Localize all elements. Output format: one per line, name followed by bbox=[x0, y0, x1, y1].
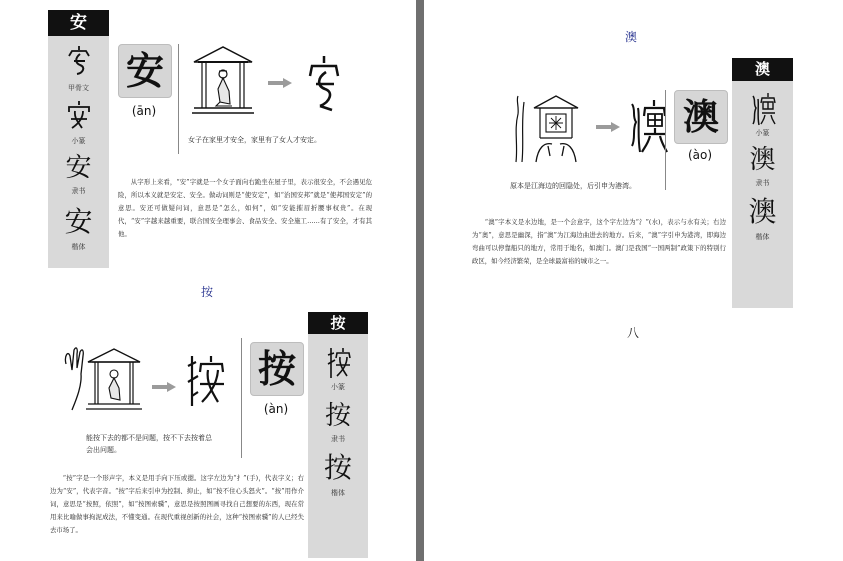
an-press-illustration bbox=[62, 346, 144, 412]
an-press-small-seal-glyph bbox=[327, 346, 351, 380]
an-ancient-glyph bbox=[306, 54, 342, 114]
an-big-char: 安 bbox=[118, 44, 172, 98]
an-paragraph: 从字形上来看，“安”字就是一个女子面向右跪坐在屋子里，表示很安全，不会遇见危险，所以本义就是安定、安全。做动词则是“使安定”，如“治国安邦”就是“使邦国安定”的意思。安还可做疑问词，意思是“怎么，如何”，如“安能摧眉折腰事权贵”。在现代，“安”字越来越重要，联合国安全理事会、食品安全、安全施工……有了安全，才有其他。 bbox=[118, 178, 372, 238]
an-press-title: 按 bbox=[201, 285, 214, 299]
ao-forms-strip bbox=[732, 58, 793, 308]
ao-clerical-glyph: 澳 bbox=[749, 145, 776, 175]
ao-strip-head: 澳 bbox=[732, 58, 793, 81]
an-press-form-label: 楷体 bbox=[331, 489, 345, 497]
right-arrow-icon bbox=[152, 382, 176, 392]
an-press-form-label: 小篆 bbox=[331, 383, 345, 391]
an-oracle-glyph bbox=[66, 44, 92, 82]
ao-harbor-illustration bbox=[512, 94, 586, 164]
an-press-form-label: 隶书 bbox=[331, 435, 345, 443]
an-press-pinyin: (àn) bbox=[263, 402, 289, 416]
an-strip-head: 安 bbox=[48, 10, 109, 36]
ao-form-label: 小篆 bbox=[755, 129, 770, 137]
an-form-label: 甲骨文 bbox=[68, 84, 89, 92]
an-house-woman-illustration bbox=[190, 44, 256, 116]
divider bbox=[241, 338, 242, 458]
ao-form-label: 楷体 bbox=[755, 233, 770, 241]
divider bbox=[178, 44, 179, 154]
ao-seal-glyph bbox=[628, 98, 668, 156]
an-press-caption: 能按下去的都不是问题，按不下去按着总会出问题。 bbox=[86, 434, 212, 454]
divider bbox=[665, 90, 666, 190]
right-arrow-icon bbox=[268, 78, 292, 88]
an-press-regular-glyph: 按 bbox=[323, 451, 352, 484]
ao-form-label: 隶书 bbox=[755, 179, 770, 187]
an-regular-glyph: 安 bbox=[64, 205, 93, 238]
an-press-big-char: 按 bbox=[250, 342, 304, 396]
an-clerical-glyph: 安 bbox=[65, 153, 92, 183]
an-press-seal-glyph bbox=[186, 352, 226, 408]
an-form-label: 隶书 bbox=[71, 187, 86, 195]
an-form-label: 楷体 bbox=[71, 243, 86, 251]
an-seal-glyph bbox=[66, 100, 92, 134]
section-title: 八 bbox=[627, 326, 640, 340]
ao-paragraph: “澳”字本义是水边地，是一个会意字，这个字左边为“氵”(水)，表示与水有关；右边为“奥”，意思是幽深，指“澳”为江海边曲进去的地方。后来，“澳”字引申为港湾，即海边弯曲可以停靠船只的地方，常用于地名，如澳门。澳门是我国“一国两制”政策下的特别行政区，如今经济繁荣，是全球最富裕的城市之一。 bbox=[472, 218, 726, 265]
ao-pinyin: (ào) bbox=[687, 148, 713, 162]
an-pinyin: (ān) bbox=[131, 104, 157, 118]
ao-caption: 原本是江海边的回隐处，后引申为港湾。 bbox=[510, 182, 636, 190]
right-arrow-icon bbox=[596, 122, 620, 132]
an-press-forms-strip bbox=[308, 312, 368, 558]
left-page bbox=[0, 0, 416, 561]
ao-title: 澳 bbox=[625, 30, 638, 44]
an-form-label: 小篆 bbox=[71, 137, 86, 145]
an-press-clerical-glyph: 按 bbox=[324, 401, 351, 431]
ao-regular-glyph: 澳 bbox=[748, 195, 777, 228]
right-page bbox=[424, 0, 843, 561]
an-press-paragraph: “按”字是一个形声字，本义是用手向下压或摁。这字左边为“扌”(手)，代表字义；右边为“安”，代表字音。“按”字后来引申为控制、抑止，如“按不住心头怒火”。“按”用作介词，意思是“按照，依照”，如“按图索骥”，意思是按照图画寻找自己想要的东西，现在常用来比喻做事拘泥成法，不懂变通。在现代重视创新的社会，这种“按图索骥”的人已经失去市场了。 bbox=[50, 474, 304, 534]
an-caption: 女子在家里才安全，家里有了女人才安定。 bbox=[188, 136, 321, 144]
an-press-strip-head: 按 bbox=[308, 312, 368, 334]
ao-big-char: 澳 bbox=[674, 90, 728, 144]
an-forms-strip bbox=[48, 10, 109, 268]
ao-small-seal-glyph bbox=[750, 92, 776, 126]
